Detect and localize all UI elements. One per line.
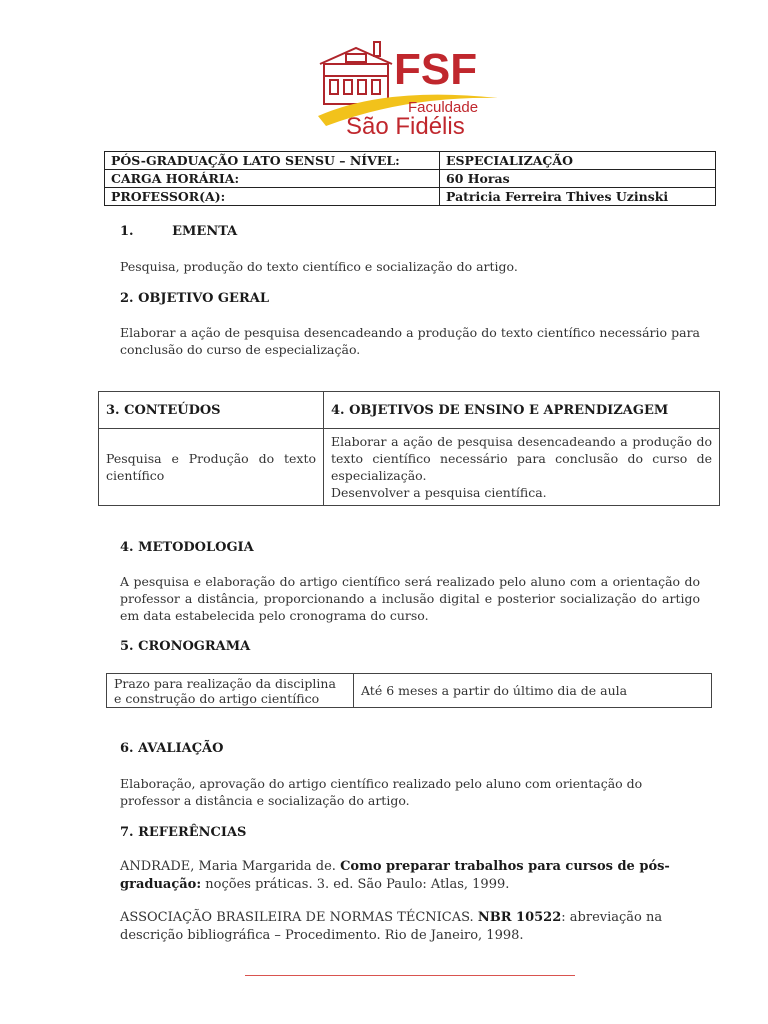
reference-1 <box>120 858 700 894</box>
reference-2 <box>120 909 700 945</box>
avaliacao-heading: 6. AVALIAÇÃO <box>120 741 224 756</box>
fsf-logo <box>316 40 502 138</box>
objetivos-cell <box>324 429 720 506</box>
table-row <box>105 170 716 188</box>
table-row <box>107 674 712 708</box>
conteudos-header: 3. CONTEÚDOS <box>99 392 324 429</box>
info-label: PÓS-GRADUAÇÃO LATO SENSU – NÍVEL: <box>105 152 440 170</box>
building-icon <box>320 42 392 104</box>
info-label: CARGA HORÁRIA: <box>105 170 440 188</box>
reference-1-title: Como preparar trabalhos para cursos de pós-graduação: <box>120 859 670 892</box>
ementa-text: Pesquisa, produção do texto científico e socialização do artigo. <box>120 259 518 274</box>
conteudos-objetivos-table <box>98 391 720 506</box>
info-label: PROFESSOR(A): <box>105 188 440 206</box>
metodologia-text: A pesquisa e elaboração do artigo científico será realizado pelo aluno com a orientação do professor a distância, proporcionando a inclusão digital e posterior socialização do artigo em data estabelecida pelo cronograma do curso. <box>120 574 700 623</box>
reference-2-author: ASSOCIAÇÃO BRASILEIRA DE NORMAS TÉCNICAS. <box>120 910 478 925</box>
reference-1-author: ANDRADE, Maria Margarida de. <box>120 859 341 874</box>
reference-2-rest: : abreviação na descrição bibliográfica – Procedimento. Rio de Janeiro, 1998. <box>120 910 663 943</box>
reference-2-title: NBR 10522 <box>477 910 562 925</box>
ementa-number: 1. <box>120 224 134 239</box>
objetivos-line-2: Desenvolver a pesquisa científica. <box>331 485 547 500</box>
metodologia-heading: 4. METODOLOGIA <box>120 540 254 555</box>
cronograma-left-cell: Prazo para realização da disciplina e construção do artigo científico <box>107 674 354 708</box>
table-row <box>99 429 720 506</box>
footer-divider <box>245 975 575 976</box>
avaliacao-text: Elaboração, aprovação do artigo científico realizado pelo aluno com orientação do professor a distância e socialização do artigo. <box>120 776 643 808</box>
info-value: Patricia Ferreira Thives Uzinski <box>440 188 716 206</box>
referencias-heading: 7. REFERÊNCIAS <box>120 825 247 840</box>
logo-acronym: FSF <box>394 45 478 94</box>
logo-line2: São Fidélis <box>346 113 465 138</box>
table-row <box>105 188 716 206</box>
table-header-row <box>99 392 720 429</box>
objetivo-geral-text: Elaborar a ação de pesquisa desencadeando a produção do texto científico necessário para conclusão do curso de especialização. <box>120 325 700 357</box>
objetivo-geral-heading: 2. OBJETIVO GERAL <box>120 291 269 306</box>
cronograma-right-cell: Até 6 meses a partir do último dia de aula <box>354 674 712 708</box>
objetivos-line-1: Elaborar a ação de pesquisa desencadeando a produção do texto científico necessário para conclusão do curso de especialização. <box>331 434 712 483</box>
cronograma-heading: 5. CRONOGRAMA <box>120 639 251 654</box>
conteudos-cell: Pesquisa e Produção do texto científico <box>99 429 324 506</box>
ementa-title: EMENTA <box>172 224 238 239</box>
objetivos-header: 4. OBJETIVOS DE ENSINO E APRENDIZAGEM <box>324 392 720 429</box>
reference-1-rest: noções práticas. 3. ed. São Paulo: Atlas, 1999. <box>201 877 510 892</box>
course-info-table <box>104 151 716 206</box>
logo-line1: Faculdade <box>408 99 479 116</box>
table-row <box>105 152 716 170</box>
ementa-heading <box>120 224 237 239</box>
info-value: ESPECIALIZAÇÃO <box>440 152 716 170</box>
cronograma-table <box>106 673 712 708</box>
info-value: 60 Horas <box>440 170 716 188</box>
